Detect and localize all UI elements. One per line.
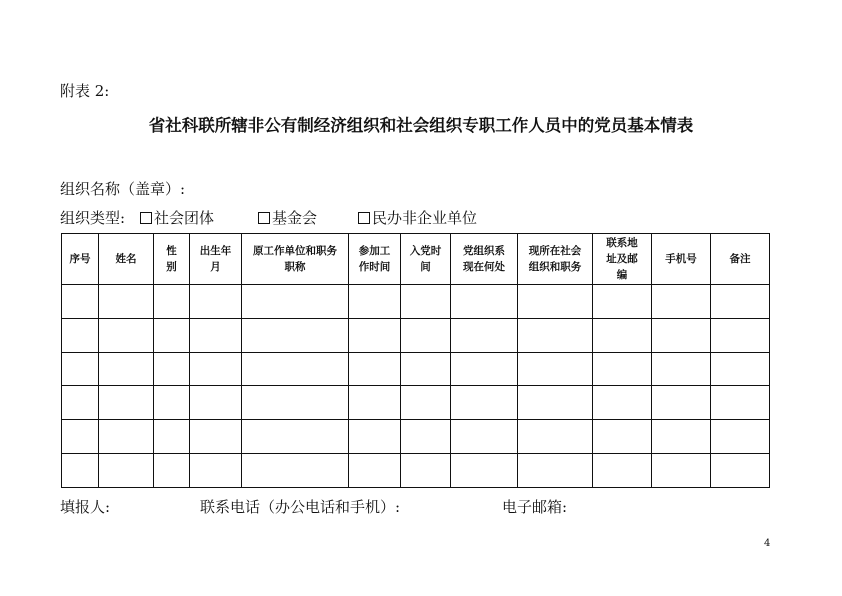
table-cell[interactable] [652,386,711,420]
table-cell[interactable] [593,285,652,319]
table-cell[interactable] [451,285,518,319]
page-number: 4 [764,538,771,549]
org-type-option-private-nonenterprise[interactable] [358,207,477,228]
table-cell[interactable] [518,318,593,352]
table-cell[interactable] [451,420,518,454]
org-name-label: 组织名称（盖章）: [60,180,186,198]
column-header [711,234,770,285]
table-cell[interactable] [242,285,349,319]
column-header [242,234,349,285]
table-cell[interactable] [711,285,770,319]
table-cell[interactable] [349,285,401,319]
table-row [62,420,770,454]
table-cell[interactable] [711,420,770,454]
checkbox-icon[interactable] [258,212,270,224]
table-cell[interactable] [518,386,593,420]
column-header-text: 党组织系 [463,245,505,257]
table-cell[interactable] [401,352,451,386]
table-cell[interactable] [518,420,593,454]
table-cell[interactable] [190,285,242,319]
email-label: 电子邮箱: [502,498,568,516]
reporter-label: 填报人: [60,498,111,516]
column-header-text: 组织和职务 [528,261,582,273]
column-header-text: 现所在社会 [528,245,582,257]
column-header-text: 备注 [729,253,751,265]
column-header-text: 联系地 [606,237,638,249]
option-label: 民办非企业单位 [372,209,478,227]
checkbox-icon[interactable] [358,212,370,224]
table-cell[interactable] [711,352,770,386]
table-cell[interactable] [593,318,652,352]
table-cell[interactable] [451,318,518,352]
column-header-text: 现在何处 [463,261,505,273]
table-cell[interactable] [401,386,451,420]
column-header-text: 参加工 [358,245,391,257]
column-header [401,234,451,285]
table-cell[interactable] [401,285,451,319]
column-header-text: 序号 [69,253,91,265]
table-cell[interactable] [652,318,711,352]
table-cell[interactable] [518,352,593,386]
table-cell[interactable] [99,454,154,488]
table-cell[interactable] [401,420,451,454]
table-cell[interactable] [349,420,401,454]
table-cell[interactable] [154,386,190,420]
table-cell[interactable] [242,352,349,386]
table-cell[interactable] [349,386,401,420]
column-header-text: 出生年 [199,245,232,257]
table-cell[interactable] [652,352,711,386]
table-cell[interactable] [711,318,770,352]
table-cell[interactable] [451,352,518,386]
column-header-text: 编 [616,269,628,281]
table-cell[interactable] [154,352,190,386]
table-cell[interactable] [62,318,99,352]
table-cell[interactable] [154,420,190,454]
org-type-option-social-group[interactable] [140,207,214,228]
table-cell[interactable] [451,386,518,420]
column-header-text: 作时间 [358,261,391,273]
column-header-text: 间 [420,261,431,273]
table-row [62,318,770,352]
column-header [593,234,652,285]
table-cell[interactable] [99,352,154,386]
column-header-text: 性 [166,245,177,257]
table-cell[interactable] [99,386,154,420]
column-header-text: 别 [166,261,177,273]
table-cell[interactable] [593,420,652,454]
column-header [652,234,711,285]
table-cell[interactable] [99,318,154,352]
org-type-label: 组织类型: [60,209,126,227]
page-title: 省社科联所辖非公有制经济组织和社会组织专职工作人员中的党员基本情表 [148,116,694,135]
table-cell[interactable] [154,454,190,488]
table-cell[interactable] [62,352,99,386]
table-cell[interactable] [62,420,99,454]
column-header [190,234,242,285]
table-cell[interactable] [62,285,99,319]
table-cell[interactable] [154,318,190,352]
table-cell[interactable] [62,454,99,488]
table-cell[interactable] [242,454,349,488]
column-header [99,234,154,285]
table-cell[interactable] [99,420,154,454]
phone-label: 联系电话（办公电话和手机）: [200,498,401,516]
table-cell[interactable] [62,386,99,420]
table-cell[interactable] [711,454,770,488]
table-cell[interactable] [652,285,711,319]
column-header-text: 姓名 [115,253,137,265]
table-cell[interactable] [518,285,593,319]
table-cell[interactable] [349,454,401,488]
table-header-row [62,234,770,285]
table-cell[interactable] [242,318,349,352]
org-type-row [60,207,478,228]
table-cell[interactable] [401,454,451,488]
checkbox-icon[interactable] [140,212,152,224]
table-cell[interactable] [190,420,242,454]
column-header [154,234,190,285]
column-header-text: 入党时 [409,245,442,257]
column-header [349,234,401,285]
table-cell[interactable] [593,454,652,488]
column-header-text: 址及邮 [606,253,638,265]
table-row [62,352,770,386]
table-cell[interactable] [652,454,711,488]
member-info-table [61,233,770,488]
table-cell[interactable] [652,420,711,454]
option-label: 基金会 [272,209,318,227]
table-body [62,285,770,488]
column-header-text: 原工作单位和职务 [253,245,337,257]
table-cell[interactable] [190,352,242,386]
column-header-text: 手机号 [665,253,697,265]
column-header [62,234,99,285]
table-cell[interactable] [190,454,242,488]
table-cell[interactable] [242,386,349,420]
table-cell[interactable] [711,386,770,420]
table-cell[interactable] [593,352,652,386]
org-type-option-foundation[interactable] [258,207,317,228]
table-cell[interactable] [99,285,154,319]
table-cell[interactable] [190,386,242,420]
table-row [62,386,770,420]
column-header [518,234,593,285]
table-cell[interactable] [190,318,242,352]
column-header [451,234,518,285]
table-cell[interactable] [349,318,401,352]
table-row [62,285,770,319]
table-cell[interactable] [401,318,451,352]
table-cell[interactable] [242,420,349,454]
table-cell[interactable] [451,454,518,488]
table-row [62,454,770,488]
column-header-text: 职称 [284,261,306,273]
option-label: 社会团体 [154,209,215,227]
table-cell[interactable] [349,352,401,386]
column-header-text: 月 [210,261,221,273]
table-cell[interactable] [593,386,652,420]
appendix-label: 附表 2: [60,82,110,100]
table-cell[interactable] [154,285,190,319]
table-cell[interactable] [518,454,593,488]
